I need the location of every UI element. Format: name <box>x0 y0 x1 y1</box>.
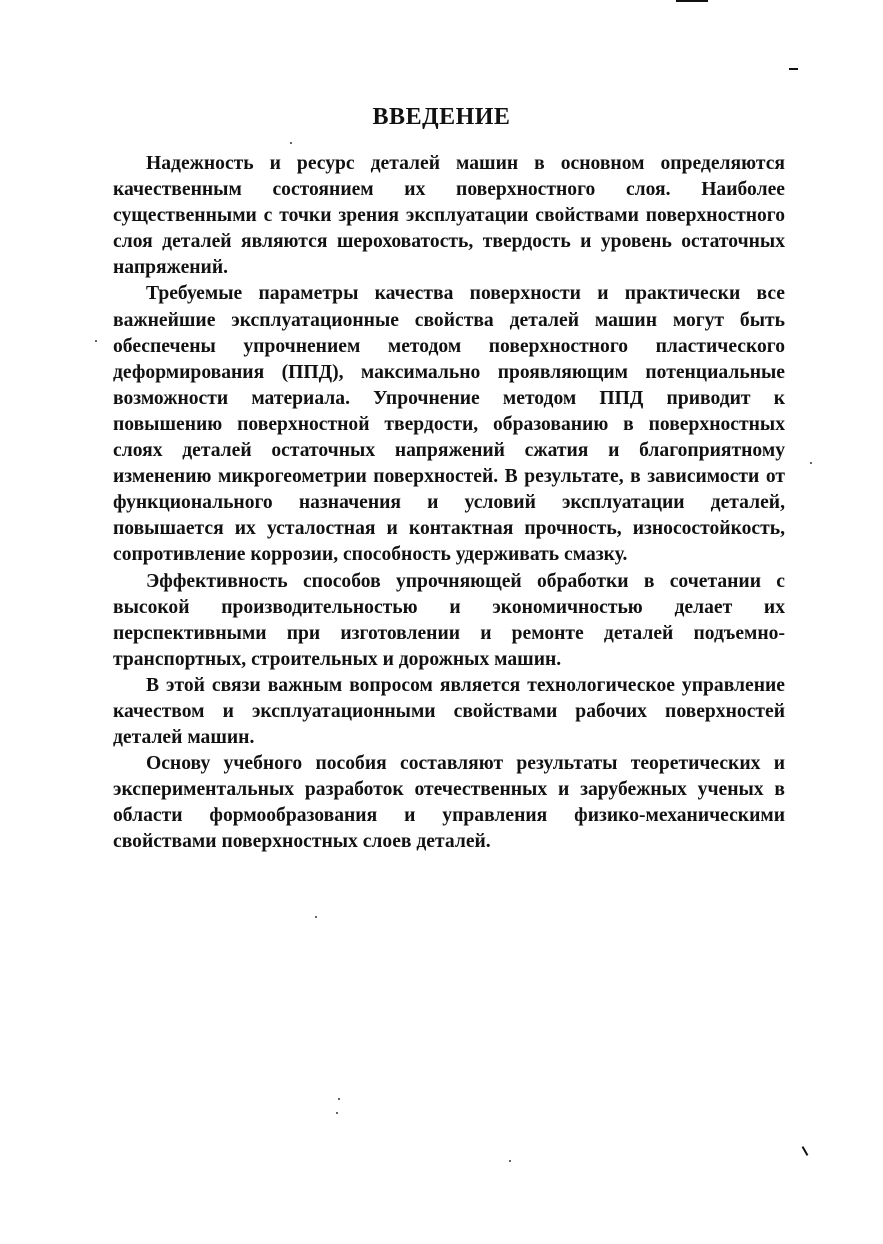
scan-mark-top-bar <box>676 0 708 2</box>
body-text <box>113 151 785 856</box>
scan-speck <box>95 340 97 342</box>
page-title: ВВЕДЕНИЕ <box>372 104 511 130</box>
paragraph: В этой связи важным вопросом является технологическое управление качеством и эксплуатационными свойствами рабочих поверхностей деталей машин. <box>113 674 785 749</box>
scan-speck <box>290 142 292 144</box>
scan-speck <box>810 462 812 464</box>
scan-mark-bottom-tick <box>802 1146 809 1156</box>
scan-speck <box>336 1112 338 1114</box>
paragraph: Основу учебного пособия составляют результаты теоретических и экспериментальных разработок отечественных и зарубежных ученых в области формообразования и управления физико-механическими свойствами поверхностных слоев деталей. <box>113 753 785 853</box>
paragraph: Требуемые параметры качества поверхности и практически все важнейшие эксплуатационные свойства деталей машин могут быть обеспечены упрочнением методом поверхностного пластического деформирования (ППД), максимально проявляющим потенциальные возможности материала. Упрочнение методом ППД приводит к повышению поверхностной твердости, образованию в поверхностных слоях деталей остаточных напряжений сжатия и благоприятному изменению микрогеометрии поверхностей. В результате, в зависимости от функционального назначения и условий эксплуатации деталей, повышается их усталостная и контактная прочность, износостойкость, сопротивление коррозии, способность удерживать смазку. <box>113 283 785 566</box>
paragraph: Надежность и ресурс деталей машин в основном определяются качественным состоянием их поверхностного слоя. Наиболее существенными с точки зрения эксплуатации свойствами поверхностного слоя деталей являются шероховатость, твердость и уровень остаточных напряжений. <box>113 153 785 279</box>
scan-speck <box>509 1160 511 1162</box>
scan-speck <box>338 1098 340 1100</box>
scan-speck <box>315 916 317 918</box>
scan-mark-right-dash <box>789 68 798 70</box>
paragraph: Эффективность способов упрочняющей обработки в сочетании с высокой производительностью и экономичностью делает их перспективными при изготовлении и ремонте деталей подъемно-транспортных, строительных и дорожных машин. <box>113 570 785 670</box>
